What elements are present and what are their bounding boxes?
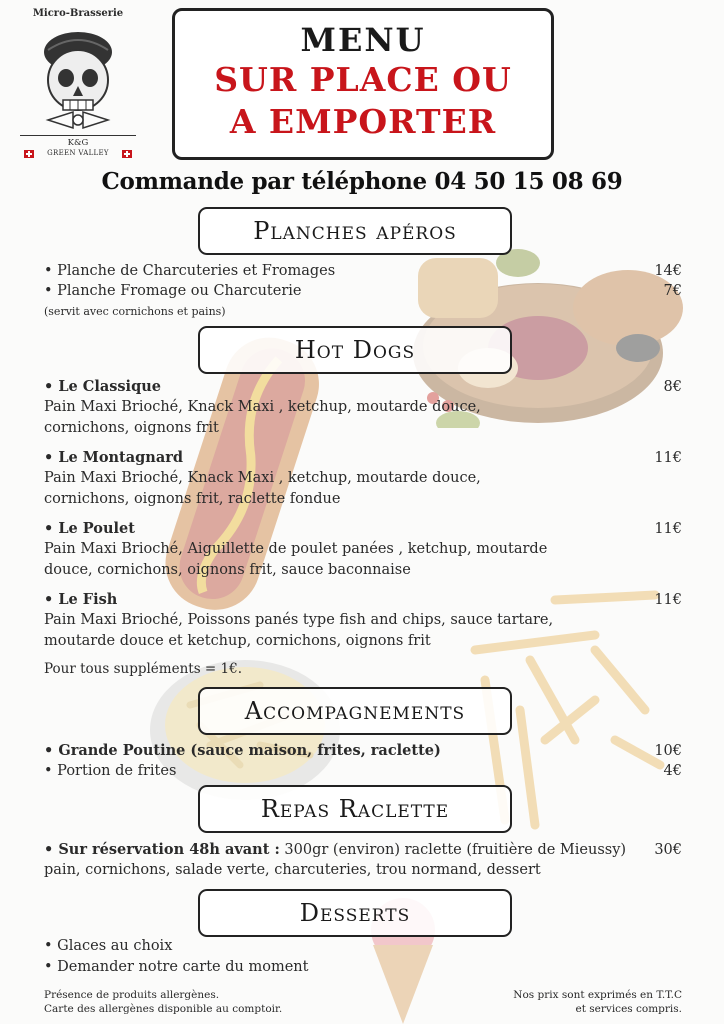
- list-item: • Demander notre carte du moment: [44, 959, 309, 975]
- raclette-includes: pain, cornichons, salade verte, charcuteries, trou normand, dessert: [44, 862, 541, 878]
- menu-title: MENU: [300, 21, 426, 59]
- item-price: 7€: [663, 283, 682, 299]
- item-price: 4€: [663, 763, 682, 779]
- menu-item: [44, 519, 682, 539]
- item-label: • Portion de frites: [44, 763, 177, 779]
- list-item: [44, 741, 682, 761]
- section-planches-title: Planches apéros: [198, 207, 512, 255]
- section-accompagnements-title: Accompagnements: [198, 687, 512, 735]
- item-label: • Planche de Charcuteries et Fromages: [44, 263, 336, 279]
- item-description: Pain Maxi Brioché, Knack Maxi , ketchup, moutarde douce, cornichons, oignons frit: [44, 399, 481, 436]
- price-note: [513, 988, 682, 1016]
- skull-icon: [18, 20, 138, 145]
- item-price: 11€: [654, 592, 682, 608]
- menu-item: [44, 377, 682, 397]
- item-description: Pain Maxi Brioché, Aiguillette de poulet panées , ketchup, moutarde douce, cornichons, oignons frit, sauce baconnaise: [44, 541, 548, 578]
- allergen-line-2: Carte des allergènes disponible au comptoir.: [44, 1003, 283, 1015]
- menu-subtitle-1: SUR PLACE OU: [214, 60, 512, 99]
- item-description: Pain Maxi Brioché, Poissons panés type fish and chips, sauce tartare, moutarde douce et ketchup, cornichons, oignons frit: [44, 612, 554, 649]
- allergen-note: [44, 988, 282, 1016]
- list-item: [44, 261, 682, 281]
- logo-brand: Micro-Brasserie: [32, 8, 124, 19]
- price-line-2: et services compris.: [575, 1003, 682, 1015]
- planches-note: (servit avec cornichons et pains): [44, 305, 226, 318]
- item-name: • Le Fish: [44, 591, 118, 608]
- supplement-note: Pour tous suppléments = 1€.: [44, 661, 242, 677]
- menu-item: [44, 590, 682, 610]
- list-item: • Glaces au choix: [44, 938, 173, 954]
- section-hotdogs-title: Hot Dogs: [198, 326, 512, 374]
- raclette-item: [44, 840, 682, 860]
- item-name: • Le Classique: [44, 378, 161, 395]
- list-item: [44, 281, 682, 301]
- item-price: 8€: [663, 379, 682, 395]
- item-price: 11€: [654, 450, 682, 466]
- section-raclette-title: Repas Raclette: [198, 785, 512, 833]
- logo-divider: [20, 135, 136, 136]
- logo-name: K&G: [67, 138, 89, 148]
- raclette-reservation: • Sur réservation 48h avant :: [44, 841, 280, 858]
- menu-item: [44, 448, 682, 468]
- item-name: • Le Poulet: [44, 520, 135, 537]
- phone-order: Commande par téléphone 04 50 15 08 69: [101, 168, 623, 195]
- item-description: Pain Maxi Brioché, Knack Maxi , ketchup, moutarde douce, cornichons, oignons frit, raclette fondue: [44, 470, 481, 507]
- price-line-1: Nos prix sont exprimés en T.T.C: [513, 989, 682, 1001]
- item-price: 14€: [654, 263, 682, 279]
- item-label: • Grande Poutine (sauce maison, frites, raclette): [44, 742, 441, 759]
- item-price: 30€: [654, 842, 682, 858]
- savoie-flag-icon: [122, 150, 132, 158]
- item-name: • Le Montagnard: [44, 449, 183, 466]
- menu-title-box: [172, 8, 554, 160]
- item-price: 10€: [654, 743, 682, 759]
- section-desserts-title: Desserts: [198, 889, 512, 937]
- brand-logo: [18, 6, 138, 161]
- item-price: 11€: [654, 521, 682, 537]
- item-label: • Planche Fromage ou Charcuterie: [44, 283, 302, 299]
- list-item: [44, 761, 682, 781]
- logo-tagline: GREEN VALLEY: [47, 149, 109, 157]
- allergen-line-1: Présence de produits allergènes.: [44, 989, 220, 1001]
- raclette-detail: 300gr (environ) raclette (fruitière de Mieussy): [279, 842, 627, 858]
- menu-subtitle-2: A EMPORTER: [229, 102, 497, 141]
